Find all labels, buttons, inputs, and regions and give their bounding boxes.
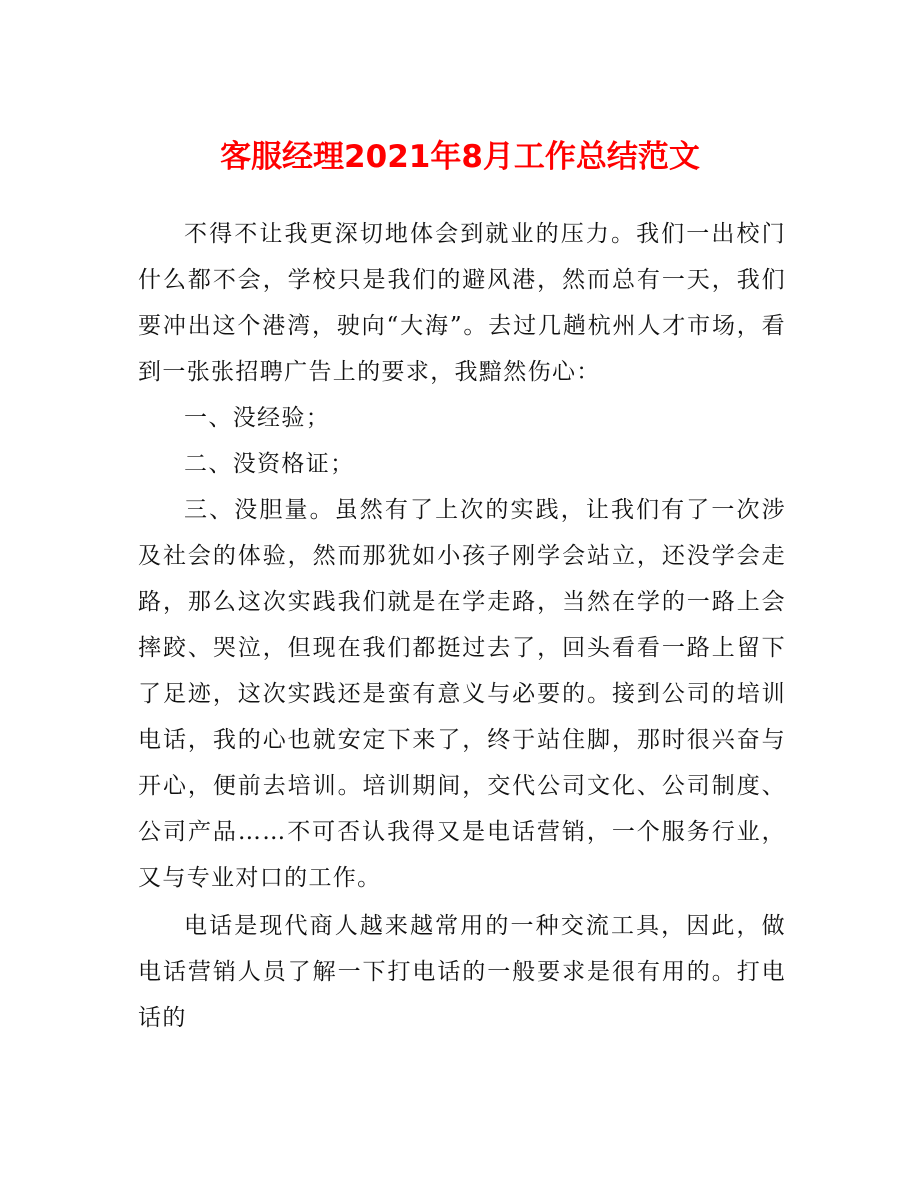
paragraph-1: 不得不让我更深切地体会到就业的压力。我们一出校门什么都不会，学校只是我们的避风港，然而总有一天，我们要冲出这个港湾，驶向“大海”。去过几趟杭州人才市场，看到一张张招聘广告上的要求，我黯然伤心： [138,221,786,385]
document-body [138,211,786,1041]
paragraph-4: 三、没胆量。虽然有了上次的实践，让我们有了一次涉及社会的体验，然而那犹如小孩子刚学会站立，还没学会走路，那么这次实践我们就是在学走路，当然在学的一路上会摔跤、哭泣，但现在我们都挺过去了，回头看看一路上留下了足迹，这次实践还是蛮有意义与必要的。接到公司的培训电话，我的心也就安定下来了，终于站住脚，那时很兴奋与开心，便前去培训。培训期间，交代公司文化、公司制度、公司产品……不可否认我得又是电话营销，一个服务行业，又与专业对口的工作。 [138,497,786,891]
document-title: 客服经理2021年8月工作总结范文 [220,138,700,175]
paragraph-3: 二、没资格证； [184,451,355,477]
paragraph-5: 电话是现代商人越来越常用的一种交流工具，因此，做电话营销人员了解一下打电话的一般要求是很有用的。打电话的 [138,913,786,1031]
paragraph-2: 一、没经验； [184,405,331,431]
